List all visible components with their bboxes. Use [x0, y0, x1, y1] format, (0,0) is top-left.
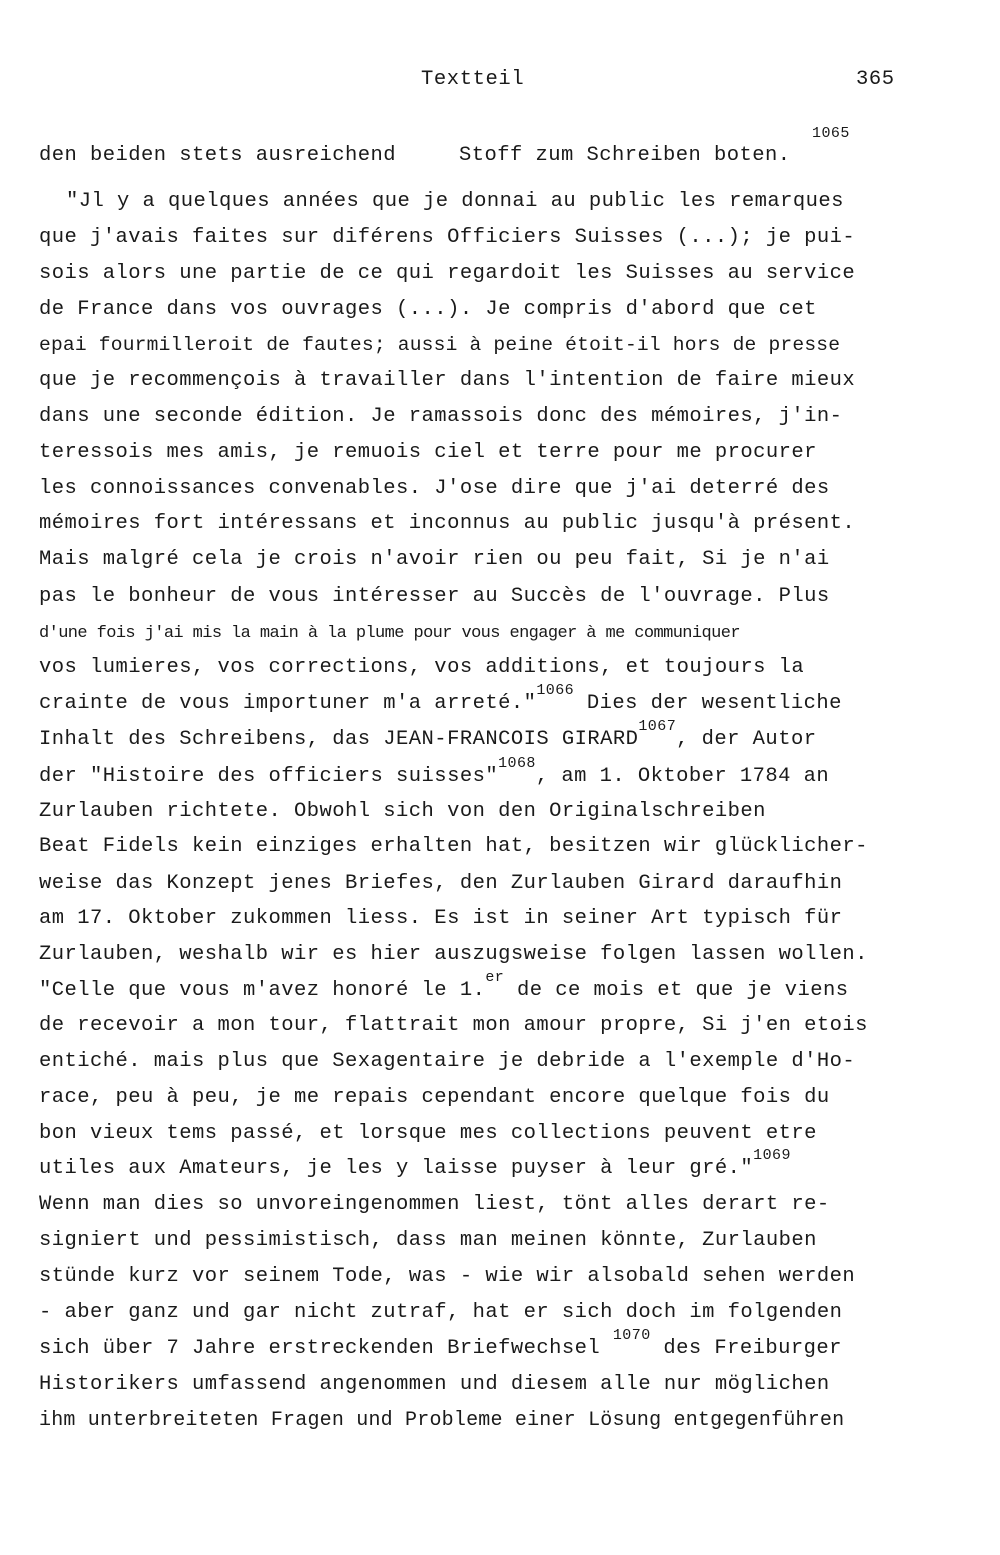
text-segment: Stoff zum Schreiben boten. [459, 144, 791, 167]
text-segment: "Celle que vous m'avez honoré le 1. [39, 979, 486, 1002]
text-line [39, 1147, 791, 1181]
text-line: entiché. mais plus que Sexagentaire je debride a l'exemple d'Ho- [39, 1050, 856, 1073]
text-line: weise das Konzept jenes Briefes, den Zurlauben Girard daraufhin [39, 872, 843, 895]
text-line [39, 969, 849, 1003]
text-line: Historikers umfassend angenommen und diesem alle nur möglichen [39, 1373, 830, 1396]
text-line: pas le bonheur de vous intéresser au Succès de l'ouvrage. Plus [39, 585, 830, 608]
text-line: den beiden stets ausreichend Stoff zum Schreiben boten. 1065 [39, 125, 850, 167]
footnote-ref: 1066 [536, 682, 575, 699]
text-segment: utiles aux Amateurs, je les y laisse puyser à leur gré." [39, 1157, 754, 1180]
text-line [39, 1327, 842, 1361]
text-segment: crainte de vous importuner m'a arreté." [39, 692, 537, 715]
footnote-ref: 1067 [638, 718, 677, 735]
text-line: d'une fois j'ai mis la main à la plume pour vous engager à me communiquer [39, 624, 740, 643]
text-line: bon vieux tems passé, et lorsque mes collections peuvent etre [39, 1122, 817, 1145]
running-title: Textteil [421, 68, 525, 91]
text-line: sois alors une partie de ce qui regardoit les Suisses au service [39, 262, 856, 285]
text-line: am 17. Oktober zukommen liess. Es ist in seiner Art typisch für [39, 907, 843, 930]
text-line: ihm unterbreiteten Fragen und Probleme einer Lösung entgegenführen [39, 1409, 845, 1432]
text-line: de recevoir a mon tour, flattrait mon amour propre, Si j'en etois [39, 1014, 868, 1037]
text-line: teressois mes amis, je remuois ciel et terre pour me procurer [39, 441, 817, 464]
text-line: Mais malgré cela je crois n'avoir rien ou peu fait, Si je n'ai [39, 548, 830, 571]
text-line: Zurlauben richtete. Obwohl sich von den Originalschreiben [39, 800, 766, 823]
text-line: vos lumieres, vos corrections, vos additions, et toujours la [39, 656, 805, 679]
footnote-ref: 1070 [612, 1327, 651, 1344]
text-line: Wenn man dies so unvoreingenommen liest, tönt alles derart re- [39, 1193, 830, 1216]
page-number: 365 [856, 68, 895, 91]
text-line: - aber ganz und gar nicht zutraf, hat er sich doch im folgenden [39, 1301, 843, 1324]
text-line: les connoissances convenables. J'ose dire que j'ai deterré des [39, 477, 830, 500]
text-line: race, peu à peu, je me repais cependant encore quelque fois du [39, 1086, 830, 1109]
superscript-ordinal: er [485, 969, 505, 986]
text-line: de France dans vos ouvrages (...). Je compris d'abord que cet [39, 298, 817, 321]
text-segment: , am 1. Oktober 1784 an [535, 765, 830, 788]
text-segment: Dies der wesentliche [574, 692, 842, 715]
text-segment: den beiden stets ausreichend [39, 144, 397, 167]
text-line: stünde kurz vor seinem Tode, was - wie wir alsobald sehen werden [39, 1265, 856, 1288]
text-segment: de ce mois et que je viens [504, 979, 849, 1002]
text-line [39, 682, 842, 716]
footnote-ref: 1068 [498, 755, 536, 772]
text-line: epai fourmilleroit de fautes; aussi à peine étoit-il hors de presse [39, 334, 841, 356]
text-line: "Jl y a quelques années que je donnai au public les remarques [66, 190, 844, 213]
text-segment: des Freiburger [650, 1337, 842, 1360]
text-line: Beat Fidels kein einziges erhalten hat, besitzen wir glücklicher- [39, 835, 868, 858]
text-line: mémoires fort intéressans et inconnus au public jusqu'à présent. [39, 512, 856, 535]
text-segment: sich über 7 Jahre erstreckenden Briefwechsel [39, 1337, 613, 1360]
footnote-ref: 1069 [753, 1147, 791, 1164]
text-segment: Inhalt des Schreibens, das JEAN-FRANCOIS GIRARD [39, 728, 639, 751]
text-line: signiert und pessimistisch, dass man meinen könnte, Zurlauben [39, 1229, 817, 1252]
text-line: que je recommençois à travailler dans l'intention de faire mieux [39, 369, 856, 392]
text-line: Zurlauben, weshalb wir es hier auszugsweise folgen lassen wollen. [39, 943, 868, 966]
text-line: dans une seconde édition. Je ramassois donc des mémoires, j'in- [39, 405, 843, 428]
text-line [39, 718, 817, 752]
text-segment: der "Histoire des officiers suisses" [39, 765, 499, 788]
text-line: que j'avais faites sur diférens Officiers Suisses (...); je pui- [39, 226, 856, 249]
text-segment: , der Autor [676, 728, 817, 751]
text-line [39, 755, 830, 789]
